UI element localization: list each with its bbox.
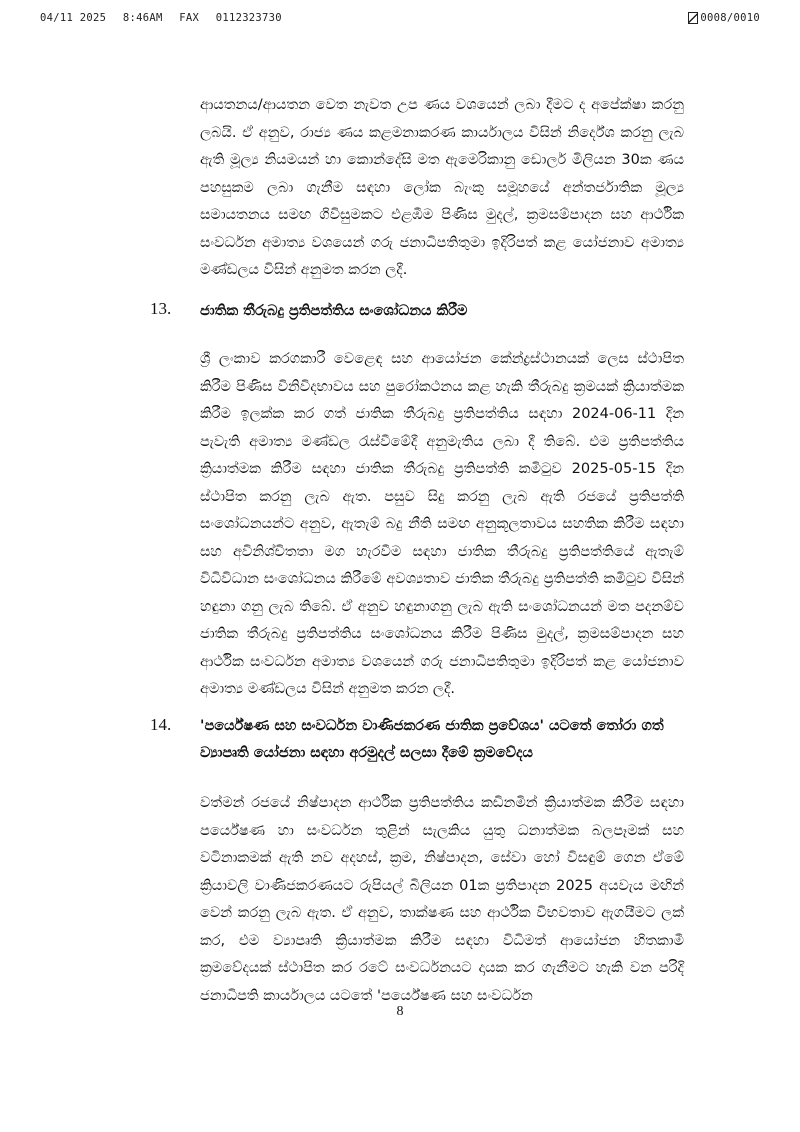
section-13-title: ජාතික තීරුබදු ප්‍රතිපත්තිය සංශෝධනය කිරීම bbox=[200, 303, 468, 319]
fax-page-icon bbox=[688, 12, 698, 24]
fax-time: 8:46AM bbox=[122, 12, 163, 24]
fax-header-left bbox=[40, 12, 292, 24]
fax-header bbox=[40, 12, 760, 28]
fax-header-right bbox=[688, 12, 760, 24]
fax-date: 04/11 2025 bbox=[40, 12, 107, 24]
continuation-paragraph: ආයතනය/ආයතන වෙත නැවත උප ණය වශයෙන් ලබා දීමට ද අපේක්ෂා කරනු ලබයි. ඒ අනුව, රාජ්‍ය ණය කළමනාකරණ කාර්යාලය විසින් නිර්දේශ කරනු ලැබ ඇති මූල්‍ය නියමයන් හා කොන්දේසි මත ඇමෙරිකානු ඩොලර් මිලියන 30ක ණය පහසුකම ලබා ගැනීම සඳහා ලෝක බැංකු සමූහයේ අන්තර්ජාතික මූල්‍ය සමායතනය සමඟ ගිවිසුමකට එළඹීම පිණිස මුදල්, ක්‍රමසම්පාදන සහ ආර්ථික සංවර්ධන අමාත්‍ය වශයෙන් ගරු ජනාධිපතිතුමා ඉදිරිපත් කළ යෝජනාව අමාත්‍ය මණ්ඩලය විසින් අනුමත කරන ලදී. bbox=[200, 97, 684, 278]
fax-label: FAX bbox=[179, 12, 200, 24]
section-14-number: 14. bbox=[150, 715, 172, 734]
fax-page-counter: 0008/0010 bbox=[700, 12, 760, 24]
section-13-number: 13. bbox=[150, 299, 172, 318]
page-number: 8 bbox=[396, 1004, 404, 1019]
section-14-title: 'පර්යේෂණ සහ සංවර්ධන වාණිජකරණ ජාතික ප්‍රවේශය' යටතේ තෝරා ගත් ව්‍යාපෘති යෝජනා සඳහා අරමුදල් සලසා දීමේ ක්‍රමවේදය bbox=[200, 718, 664, 761]
fax-number: 0112323730 bbox=[215, 12, 282, 24]
section-13-body: ශ්‍රී ලංකාව කරගකාරී වෙළෙඳ සහ ආයෝජන කේන්ද්‍රස්ථානයක් ලෙස ස්ථාපිත කිරීම පිණිස විනිවිදභාවය සහ පුරෝකථනය කළ හැකි තීරුබදු ක්‍රමයක් ක්‍රියාත්මක කිරීම ඉලක්ක කර ගත් ජාතික තීරුබදු ප්‍රතිපත්තිය සඳහා 2024-06-11 දින පැවැති අමාත්‍ය මණ්ඩල රැස්වීමේදී අනුමැතිය ලබා දී තිබේ. එම ප්‍රතිපත්තිය ක්‍රියාත්මක කිරීම සඳහා ජාතික තීරුබදු ප්‍රතිපත්ති කමිටුව 2025-05-15 දින ස්ථාපිත කරනු ලැබ ඇත. පසුව සිදු කරනු ලැබ ඇති රජයේ ප්‍රතිපත්ති සංශෝධනයන්ට අනුව, ඇතැම් බදු නීති සමඟ අනුකූලතාවය සහතික කිරීම සඳහා සහ අවිනිශ්චිතතා මග හැරවීම සඳහා ජාතික තීරුබදු ප්‍රතිපත්තියේ ඇතැම් විධිවිධාන සංශෝධනය කිරීමේ අවශ්‍යතාව ජාතික තීරුබදු ප්‍රතිපත්ති කමිටුව විසින් හඳුනා ගනු ලැබ තිබේ. ඒ අනුව හඳුනාගනු ලැබ ඇති සංශෝධනයන් මත පදනම්ව ජාතික තීරුබදු ප්‍රතිපත්තිය සංශෝධනය කිරීම පිණිස මුදල්, ක්‍රමසම්පාදන සහ ආර්ථික සංවර්ධන අමාත්‍ය වශයෙන් ගරු ජනාධිපතිතුමා ඉදිරිපත් කළ යෝජනාව අමාත්‍ය මණ්ඩලය විසින් අනුමත කරන ලදී. bbox=[200, 351, 684, 697]
section-14-body: වත්මන් රජයේ නිෂ්පාදන ආර්ථික ප්‍රතිපත්තිය කඩිනමින් ක්‍රියාත්මක කිරීම සඳහා පර්යේෂණ හා සංවර්ධන තුළින් සැලකිය යුතු ධනාත්මක බලපෑමක් සහ වටිනාකමක් ඇති නව අදහස්, ක්‍රම, නිෂ්පාදන, සේවා හෝ විසඳුම් ගෙන ඒමේ ක්‍රියාවලි වාණිජකරණයට රුපියල් බිලියන 01ක ප්‍රතිපාදන 2025 අයවැය මඟින් වෙන් කරනු ලැබ ඇත. ඒ අනුව, තාක්ෂණ සහ ආර්ථික විභවතාව ඇගයීමට ලක් කර, එම ව්‍යාපෘති ක්‍රියාත්මක කිරීම සඳහා විධිමත් ආයෝජන හිතකාමී ක්‍රමවේදයක් ස්ථාපිත කර රටේ සංවර්ධනයට දායක කර ගැනීමට හැකි වන පරිදි ජනාධිපති කාර්යාලය යටතේ 'පර්යේෂණ සහ සංවර්ධන bbox=[200, 795, 684, 1004]
